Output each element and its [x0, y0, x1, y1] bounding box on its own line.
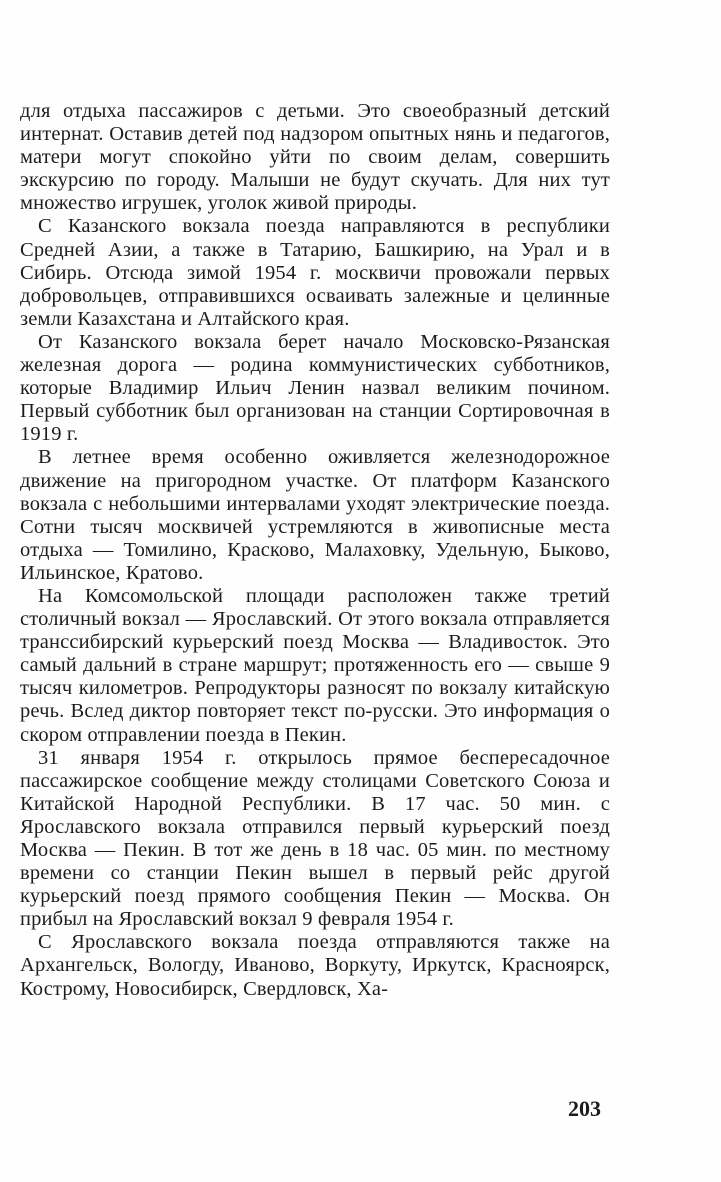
paragraph-6: 31 января 1954 г. открылось прямое беспересадочное пассажирское сообщение между столицами Советского Союза и Китайской Народной Республики. В 17 час. 50 мин. с Ярославского вокзала отправился первый курьерский поезд Москва — Пекин. В тот же день в 18 час. 05 мин. по местному времени со станции Пекин вышел в первый рейс другой курьерский поезд прямого сообщения Пекин — Москва. Он прибыл на Ярославский вокзал 9 февраля 1954 г. — [20, 746, 610, 931]
paragraph-1: для отдыха пассажиров с детьми. Это своеобразный детский интернат. Оставив детей под надзором опытных нянь и педагогов, матери могут спокойно уйти по своим делам, совершить экскурсию по городу. Малыши не будут скучать. Для них тут множество игрушек, уголок живой природы. — [20, 100, 610, 215]
page-number: 203 — [568, 1096, 601, 1121]
paragraph-5: На Комсомольской площади расположен также третий столичный вокзал — Ярославский. От этого вокзала отправляется транссибирский курьерский поезд Москва — Владивосток. Это самый дальний в стране маршрут; протяженность его — свыше 9 тысяч километров. Репродукторы разносят по вокзалу китайскую речь. Вслед диктор повторяет текст по-русски. Это информация о скором отправлении поезда в Пекин. — [20, 584, 610, 746]
paragraph-7: С Ярославского вокзала поезда отправляются также на Архангельск, Вологду, Иваново, Воркуту, Иркутск, Красноярск, Кострому, Новосибирск, Свердловск, Ха- — [20, 931, 610, 1000]
text-column — [20, 100, 610, 1001]
paragraph-4: В летнее время особенно оживляется железнодорожное движение на пригородном участке. От платформ Казанского вокзала с небольшими интервалами уходят электрические поезда. Сотни тысяч москвичей устремляются в живописные места отдыха — Томилино, Красково, Малаховку, Удельную, Быково, Ильинское, Кратово. — [20, 446, 610, 584]
paragraph-3: От Казанского вокзала берет начало Московско-Рязанская железная дорога — родина коммунистических субботников, которые Владимир Ильич Ленин назвал великим почином. Первый субботник был организован на станции Сортировочная в 1919 г. — [20, 330, 610, 446]
paragraph-2: С Казанского вокзала поезда направляются в республики Средней Азии, а также в Татарию, Башкирию, на Урал и в Сибирь. Отсюда зимой 1954 г. москвичи провожали первых добровольцев, отправившихся осваивать залежные и целинные земли Казахстана и Алтайского края. — [20, 215, 610, 330]
